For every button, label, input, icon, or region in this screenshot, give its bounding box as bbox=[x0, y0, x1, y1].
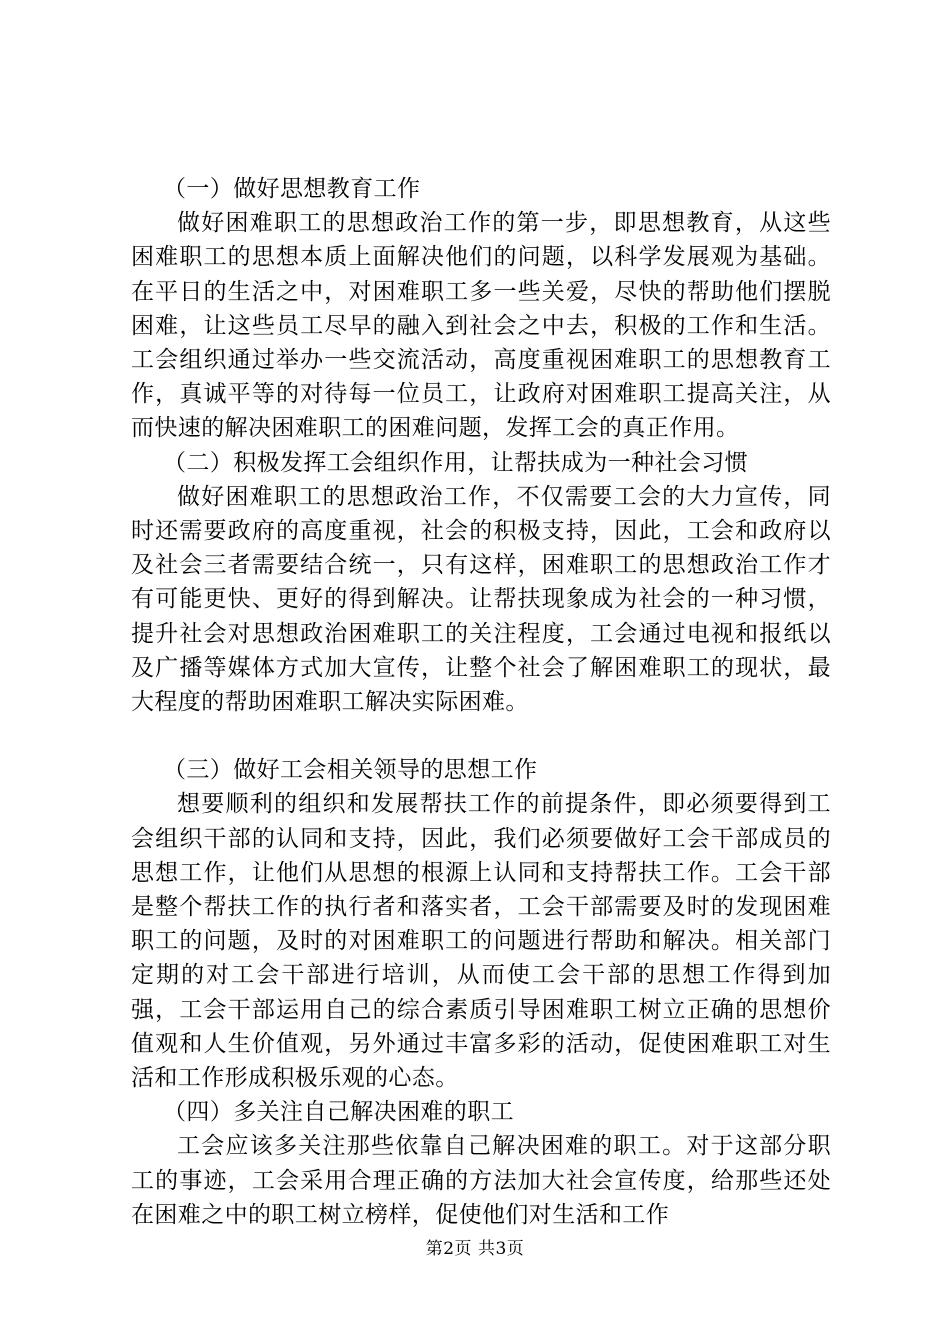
blank-line bbox=[131, 719, 831, 753]
section-heading-2: （二）积极发挥工会组织作用，让帮扶成为一种社会习惯 bbox=[163, 449, 748, 476]
section-paragraph-2: 做好困难职工的思想政治工作，不仅需要工会的大力宣传，同时还需要政府的高度重视，社会的积极支持，因此，工会和政府以及社会三者需要结合统一，只有这样，困难职工的思想政治工作才有可能更快、更好的得到解决。让帮扶现象成为社会的一种习惯，提升社会对思想政治困难职工的关注程度，工会通过电视和报纸以及广播等媒体方式加大宣传，让整个社会了解困难职工的现状，最大程度的帮助困难职工解决实际困难。 bbox=[131, 483, 831, 716]
document-body bbox=[131, 172, 831, 1232]
section-paragraph-3: 想要顺利的组织和发展帮扶工作的前提条件，即必须要得到工会组织干部的认同和支持，因此，我们必须要做好工会干部成员的思想工作，让他们从思想的根源上认同和支持帮扶工作。工会干部是整个帮扶工作的执行者和落实者，工会干部需要及时的发现困难职工的问题，及时的对困难职工的问题进行帮助和解决。相关部门定期的对工会干部进行培训，从而使工会干部的思想工作得到加强，工会干部运用自己的综合素质引导困难职工树立正确的思想价值观和人生价值观，另外通过丰富多彩的活动，促使困难职工对生活和工作形成积极乐观的心态。 bbox=[131, 791, 831, 1092]
page-footer: 第2页 共3页 bbox=[425, 1239, 525, 1259]
section-heading-3: （三）做好工会相关领导的思想工作 bbox=[163, 757, 538, 784]
section-paragraph-1: 做好困难职工的思想政治工作的第一步，即思想教育，从这些困难职工的思想本质上面解决他们的问题，以科学发展观为基础。在平日的生活之中，对困难职工多一些关爱，尽快的帮助他们摆脱困难，让这些员工尽早的融入到社会之中去，积极的工作和生活。工会组织通过举办一些交流活动，高度重视困难职工的思想教育工作，真诚平等的对待每一位员工，让政府对困难职工提高关注，从而快速的解决困难职工的困难问题，发挥工会的真正作用。 bbox=[131, 210, 831, 442]
section-paragraph-4: 工会应该多关注那些依靠自己解决困难的职工。对于这部分职工的事迹，工会采用合理正确的方法加大社会宣传度，给那些还处在困难之中的职工树立榜样，促使他们对生活和工作 bbox=[131, 1133, 831, 1228]
section-heading-4: （四）多关注自己解决困难的职工 bbox=[163, 1099, 514, 1126]
section-heading-1: （一）做好思想教育工作 bbox=[163, 176, 421, 202]
